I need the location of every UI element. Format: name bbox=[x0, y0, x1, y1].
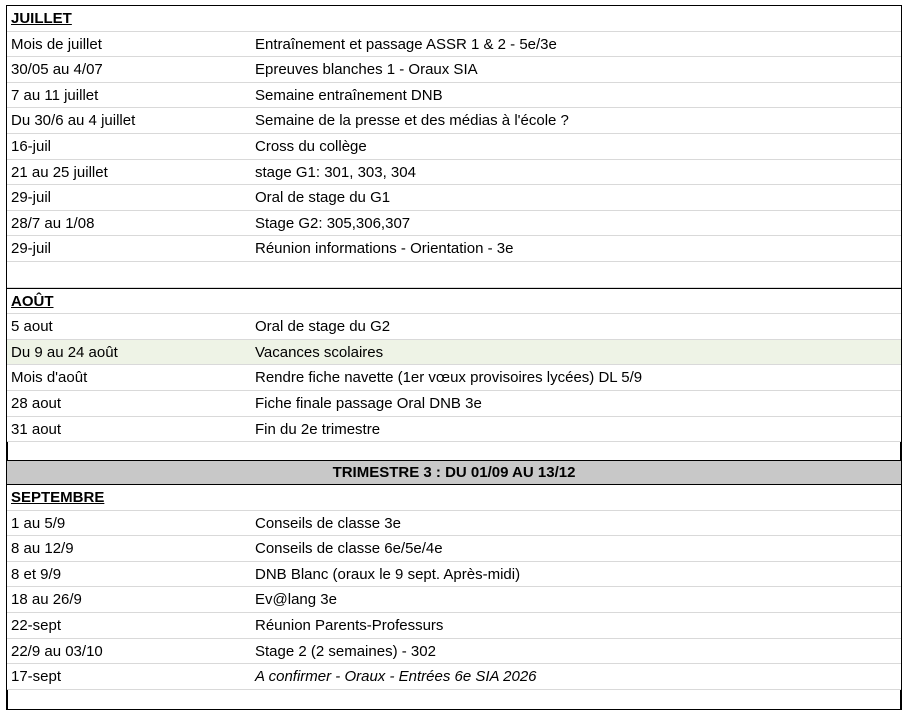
event-cell: Oral de stage du G1 bbox=[255, 189, 391, 207]
table-row[interactable] bbox=[7, 160, 901, 186]
event-cell: Ev@lang 3e bbox=[255, 591, 337, 609]
event-cell: Fin du 2e trimestre bbox=[255, 420, 381, 438]
event-cell: Conseils de classe 6e/5e/4e bbox=[255, 540, 443, 558]
date-cell: 21 au 25 juillet bbox=[11, 163, 108, 181]
event-cell: Rendre fiche navette (1er vœux provisoires lycées) DL 5/9 bbox=[255, 369, 643, 387]
table-row[interactable] bbox=[7, 185, 901, 211]
event-cell: Réunion Parents-Professurs bbox=[255, 617, 444, 635]
date-cell: 29-juil bbox=[11, 240, 52, 258]
date-cell: 22/9 au 03/10 bbox=[11, 642, 103, 660]
date-cell: 29-juil bbox=[11, 189, 52, 207]
table-row[interactable] bbox=[7, 562, 901, 588]
table-row[interactable] bbox=[7, 314, 901, 340]
spreadsheet bbox=[6, 0, 902, 710]
date-cell: 22-sept bbox=[11, 617, 62, 635]
date-cell: 28/7 au 1/08 bbox=[11, 214, 95, 232]
month-header-row[interactable] bbox=[7, 289, 901, 315]
trimester-banner: TRIMESTRE 3 : DU 01/09 AU 13/12 bbox=[6, 460, 902, 485]
table-row[interactable] bbox=[7, 587, 901, 613]
event-cell: Semaine de la presse et des médias à l'école ? bbox=[255, 112, 569, 130]
section-juillet bbox=[6, 5, 902, 288]
table-row[interactable] bbox=[7, 134, 901, 160]
table-row[interactable] bbox=[7, 511, 901, 537]
table-row[interactable] bbox=[7, 664, 901, 690]
table-row[interactable] bbox=[7, 108, 901, 134]
event-cell: Réunion informations - Orientation - 3e bbox=[255, 240, 514, 258]
table-row-highlighted[interactable] bbox=[7, 340, 901, 366]
month-header-row[interactable] bbox=[7, 485, 901, 511]
table-row[interactable] bbox=[7, 391, 901, 417]
table-row[interactable] bbox=[7, 417, 901, 443]
empty-row[interactable] bbox=[7, 442, 901, 460]
table-row[interactable] bbox=[7, 536, 901, 562]
event-cell: A confirmer - Oraux - Entrées 6e SIA 2026 bbox=[255, 668, 537, 686]
event-cell: Entraînement et passage ASSR 1 & 2 - 5e/3e bbox=[255, 35, 557, 53]
date-cell: Mois d'août bbox=[11, 369, 88, 387]
month-title: SEPTEMBRE bbox=[11, 489, 105, 507]
date-cell: Mois de juillet bbox=[11, 35, 102, 53]
date-cell: 31 aout bbox=[11, 420, 62, 438]
event-cell: Stage 2 (2 semaines) - 302 bbox=[255, 642, 436, 660]
date-cell: Du 9 au 24 août bbox=[11, 343, 118, 361]
table-row[interactable] bbox=[7, 211, 901, 237]
date-cell: 5 aout bbox=[11, 318, 53, 336]
event-cell: Semaine entraînement DNB bbox=[255, 86, 443, 104]
event-cell: Conseils de classe 3e bbox=[255, 514, 401, 532]
date-cell: 28 aout bbox=[11, 394, 62, 412]
event-cell: DNB Blanc (oraux le 9 sept. Après-midi) bbox=[255, 565, 521, 583]
section-aout bbox=[6, 288, 902, 461]
date-cell: 16-juil bbox=[11, 137, 52, 155]
date-cell: 17-sept bbox=[11, 668, 62, 686]
table-row[interactable] bbox=[7, 83, 901, 109]
date-cell: 18 au 26/9 bbox=[11, 591, 82, 609]
month-title: AOÛT bbox=[11, 292, 54, 310]
date-cell: 8 au 12/9 bbox=[11, 540, 74, 558]
empty-row[interactable] bbox=[7, 690, 901, 710]
event-cell: Stage G2: 305,306,307 bbox=[255, 214, 411, 232]
table-row[interactable] bbox=[7, 32, 901, 58]
table-row[interactable] bbox=[7, 639, 901, 665]
table-row[interactable] bbox=[7, 57, 901, 83]
date-cell: Du 30/6 au 4 juillet bbox=[11, 112, 136, 130]
event-cell: Vacances scolaires bbox=[255, 343, 384, 361]
section-septembre bbox=[6, 485, 902, 710]
date-cell: 30/05 au 4/07 bbox=[11, 61, 103, 79]
month-header-row[interactable] bbox=[7, 6, 901, 32]
date-cell: 7 au 11 juillet bbox=[11, 86, 99, 104]
month-title: JUILLET bbox=[11, 10, 72, 27]
empty-row[interactable] bbox=[7, 262, 901, 288]
event-cell: stage G1: 301, 303, 304 bbox=[255, 163, 416, 181]
event-cell: Epreuves blanches 1 - Oraux SIA bbox=[255, 61, 478, 79]
table-row[interactable] bbox=[7, 365, 901, 391]
table-row[interactable] bbox=[7, 613, 901, 639]
event-cell: Fiche finale passage Oral DNB 3e bbox=[255, 394, 482, 412]
event-cell: Cross du collège bbox=[255, 137, 367, 155]
date-cell: 8 et 9/9 bbox=[11, 565, 62, 583]
date-cell: 1 au 5/9 bbox=[11, 514, 66, 532]
event-cell: Oral de stage du G2 bbox=[255, 318, 391, 336]
table-row[interactable] bbox=[7, 236, 901, 262]
